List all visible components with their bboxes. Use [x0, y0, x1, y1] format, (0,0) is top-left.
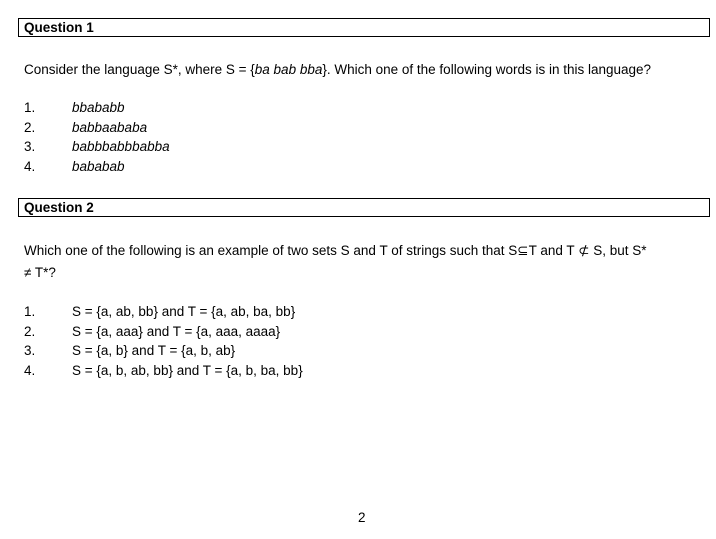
option-number: 4.: [24, 362, 36, 378]
question-2-heading: Question 2: [18, 198, 710, 217]
page-number: 2: [358, 510, 366, 525]
q2-option-3[interactable]: [24, 341, 303, 361]
not-subset-symbol: ⊄: [578, 243, 590, 259]
q1-option-1[interactable]: [24, 98, 170, 118]
q2-option-2[interactable]: [24, 322, 303, 342]
question-2-options: [24, 302, 303, 380]
q1-option-3[interactable]: [24, 137, 170, 157]
option-text: bbababb: [72, 100, 125, 115]
question-2-stem: [24, 240, 708, 284]
option-number: 3.: [24, 343, 36, 358]
q2-stem-part2: T and T: [528, 243, 575, 258]
q2-stem-part1: Which one of the following is an example of two sets S and T of strings such that S: [24, 243, 518, 258]
option-text: S = {a, ab, bb} and T = {a, ab, ba, bb}: [72, 304, 296, 319]
q2-stem-line2: ≠ T*?: [24, 265, 56, 280]
option-number: 4.: [24, 158, 36, 174]
q2-stem-part3: S, but S*: [593, 243, 647, 258]
subset-symbol: ⊆: [517, 243, 529, 259]
option-text: babbbabbbabba: [72, 139, 170, 154]
option-text: bababab: [72, 158, 125, 174]
question-1-heading: Question 1: [18, 18, 710, 37]
q1-option-2[interactable]: [24, 118, 170, 138]
q1-option-4[interactable]: [24, 157, 170, 177]
q2-option-1[interactable]: [24, 302, 303, 322]
q1-stem-set: ba bab bba: [254, 62, 323, 77]
question-1-stem: [24, 59, 708, 81]
q1-stem-after: }. Which one of the following words is in this language?: [322, 62, 652, 77]
option-number: 3.: [24, 139, 36, 154]
question-1-options: [24, 98, 170, 176]
option-text: babbaababa: [72, 119, 148, 135]
option-number: 2.: [24, 323, 36, 339]
option-number: 1.: [24, 304, 36, 319]
q2-option-4[interactable]: [24, 361, 303, 381]
option-text: S = {a, aaa} and T = {a, aaa, aaaa}: [72, 323, 281, 339]
option-text: S = {a, b} and T = {a, b, ab}: [72, 343, 236, 358]
q1-stem-before: Consider the language S*, where S = {: [24, 62, 255, 77]
option-text: S = {a, b, ab, bb} and T = {a, b, ba, bb}: [72, 362, 303, 378]
option-number: 2.: [24, 119, 36, 135]
option-number: 1.: [24, 100, 36, 115]
